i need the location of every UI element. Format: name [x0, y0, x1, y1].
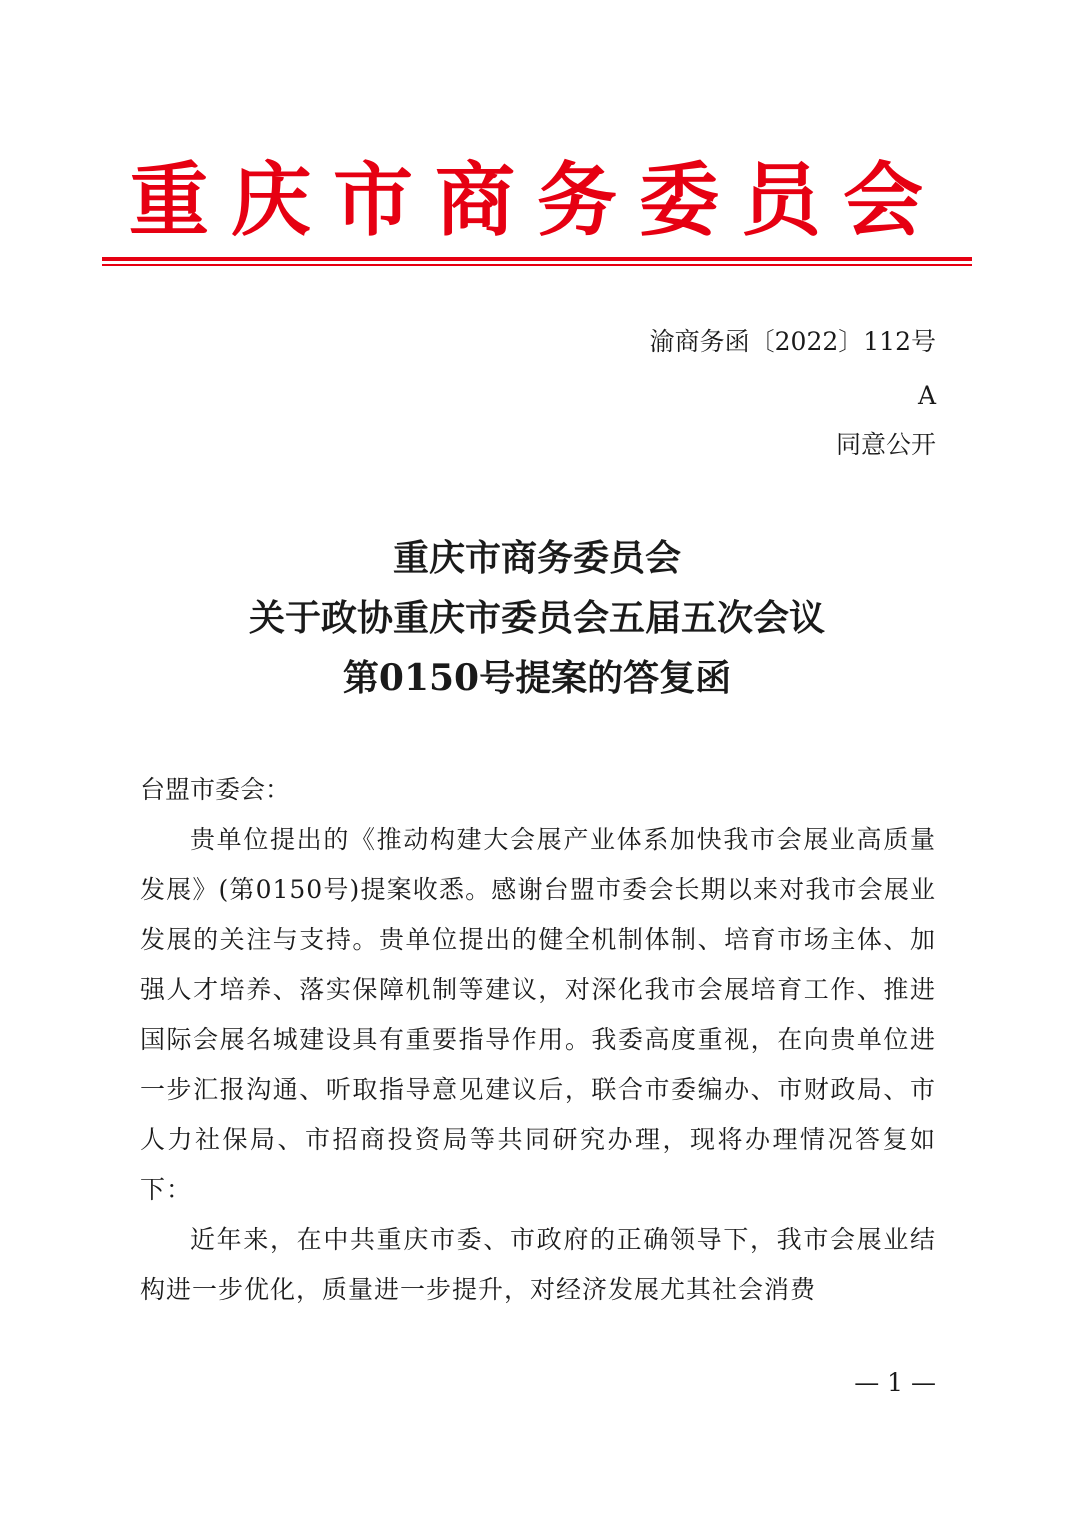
title-line-1: 重庆市商务委员会	[392, 537, 681, 579]
paragraph-2: 近年来，在中共重庆市委、市政府的正确领导下，我市会展业结构进一步优化，质量进一步提升，对经济发展尤其社会消费	[140, 1225, 936, 1304]
body-text	[140, 815, 936, 1315]
paragraph-1: 贵单位提出的《推动构建大会展产业体系加快我市会展业高质量发展》(第0150号)提案收悉。感谢台盟市委会长期以来对我市会展业发展的关注与支持。贵单位提出的健全机制体制、培育市场主体、加强人才培养、落实保障机制等建议，对深化我市会展培育工作、推进国际会展名城建设具有重要指导作用。我委高度重视，在向贵单位进一步汇报沟通、听取指导意见建议后，联合市委编办、市财政局、市人力社保局、市招商投资局等共同研究办理，现将办理情况答复如下：	[140, 825, 936, 1204]
masthead-divider-thick	[102, 257, 972, 261]
document-number: 渝商务函〔2022〕112号	[649, 327, 936, 356]
title-line-3: 第0150号提案的答复函	[342, 657, 732, 699]
salutation: 台盟市委会：	[140, 775, 291, 804]
masthead-divider-thin	[102, 264, 972, 266]
title-line-2: 关于政协重庆市委员会五届五次会议	[248, 597, 825, 639]
document-category: A	[917, 381, 936, 410]
masthead-title: 重庆市商务委员会	[129, 153, 945, 247]
document-title	[100, 528, 974, 708]
page-number: — 1 —	[854, 1368, 936, 1397]
disclosure-status: 同意公开	[835, 430, 936, 459]
